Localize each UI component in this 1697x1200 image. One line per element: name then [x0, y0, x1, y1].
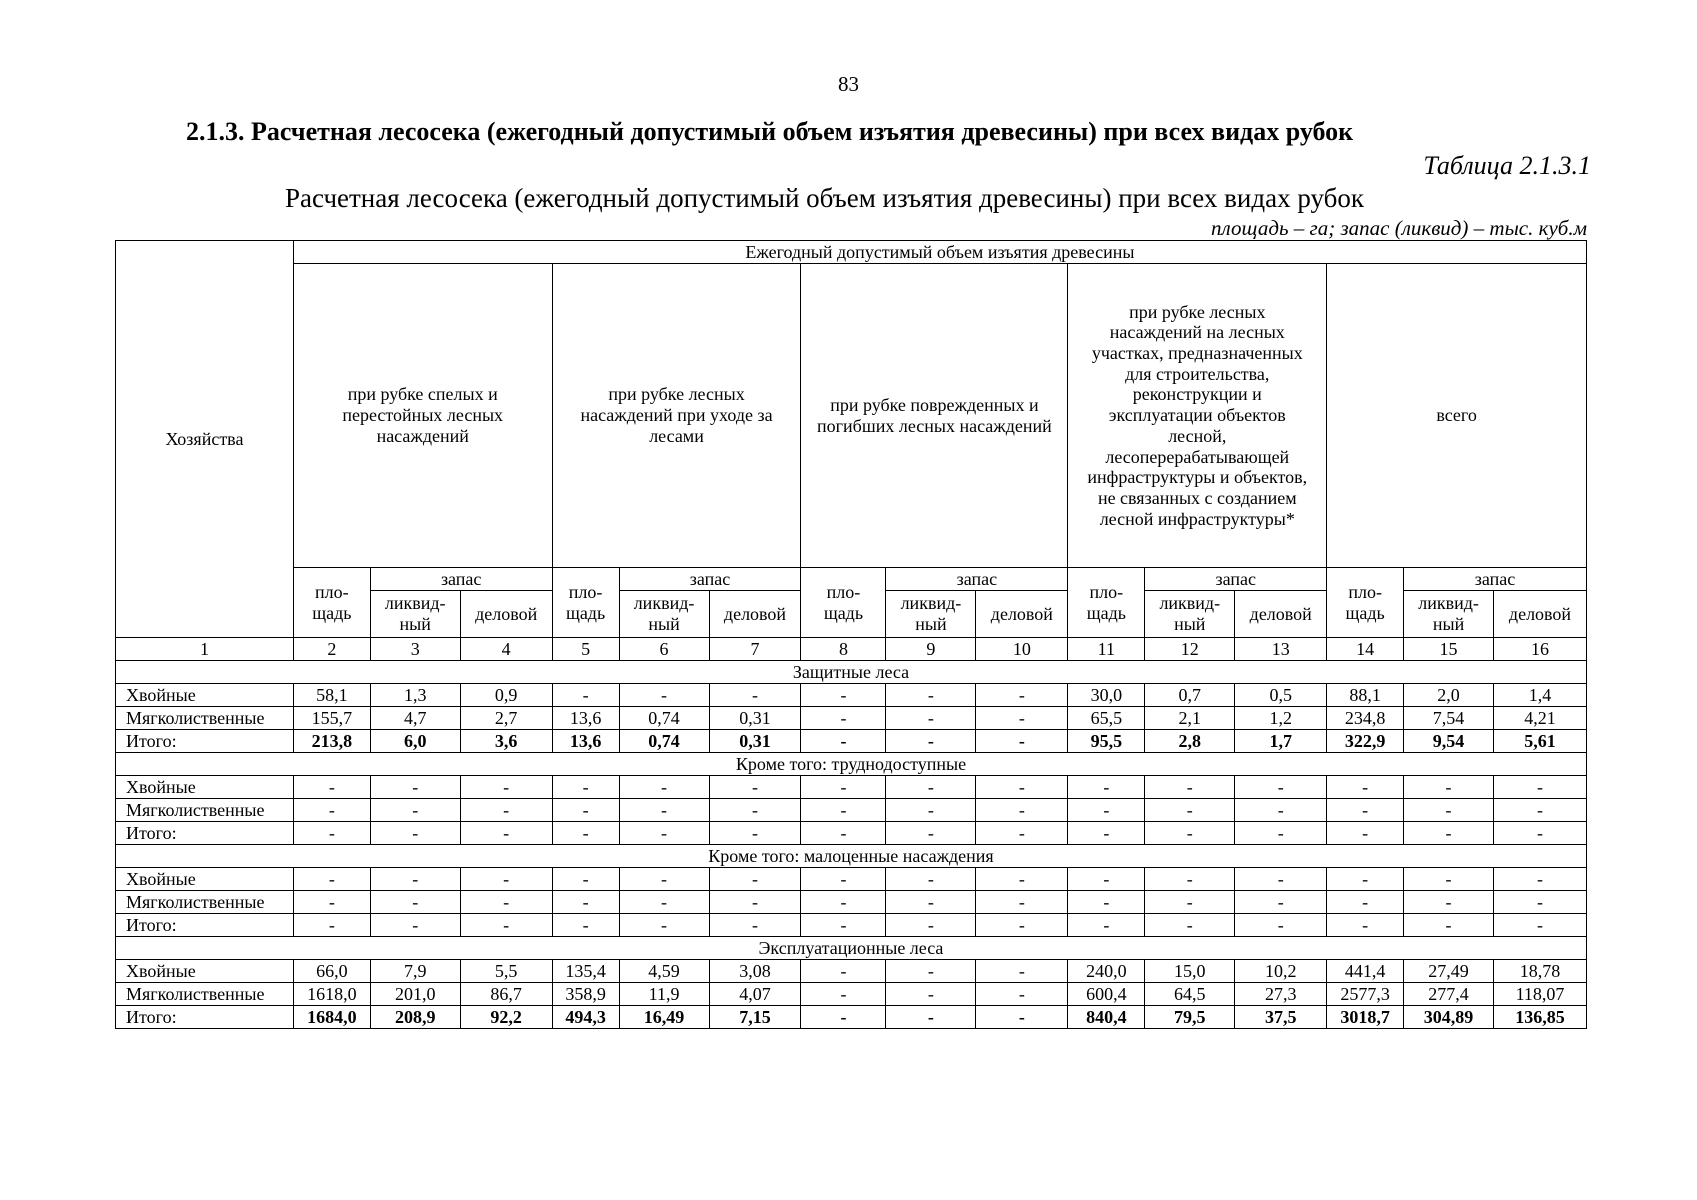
table-cell: - — [370, 868, 460, 891]
table-cell: 95,5 — [1068, 730, 1145, 753]
table-cell: - — [886, 707, 976, 730]
row-name: Мягколиственные — [116, 983, 294, 1006]
header-business: деловой — [709, 591, 801, 638]
table-cell: - — [1235, 914, 1327, 937]
table-cell: - — [293, 891, 370, 914]
table-cell: - — [1327, 799, 1404, 822]
table-cell: - — [460, 891, 552, 914]
table-cell: - — [709, 822, 801, 845]
section-title: Кроме того: труднодоступные — [116, 753, 1587, 776]
table-row — [116, 983, 1587, 1006]
table-units: площадь – га; запас (ликвид) – тыс. куб.м — [1211, 216, 1587, 240]
table-cell: 2,8 — [1145, 730, 1235, 753]
table-cell: 0,7 — [1145, 684, 1235, 707]
table-cell: 0,74 — [619, 730, 709, 753]
table-row — [116, 1006, 1587, 1029]
column-number: 2 — [293, 638, 370, 661]
table-cell: - — [1404, 799, 1494, 822]
section-row — [116, 845, 1587, 868]
table-cell: 27,3 — [1235, 983, 1327, 1006]
table-cell: - — [460, 776, 552, 799]
table-cell: - — [1145, 822, 1235, 845]
table-cell: - — [1404, 914, 1494, 937]
table-cell: 66,0 — [293, 960, 370, 983]
table-cell: - — [976, 684, 1068, 707]
header-area: пло-щадь — [552, 568, 619, 638]
table-cell: - — [1235, 822, 1327, 845]
table-cell: - — [370, 914, 460, 937]
table-cell: 3,6 — [460, 730, 552, 753]
table-cell: - — [709, 914, 801, 937]
header-business: деловой — [976, 591, 1068, 638]
header-stock: запас — [1145, 568, 1327, 591]
table-cell: 0,74 — [619, 707, 709, 730]
table-cell: - — [886, 960, 976, 983]
page-number: 83 — [838, 72, 859, 96]
table-cell: 3,08 — [709, 960, 801, 983]
header-area: пло-щадь — [1068, 568, 1145, 638]
column-number: 9 — [886, 638, 976, 661]
table-cell: 16,49 — [619, 1006, 709, 1029]
table-cell: - — [886, 799, 976, 822]
table-cell: 0,31 — [709, 707, 801, 730]
table-cell: - — [460, 799, 552, 822]
table-cell: 1618,0 — [293, 983, 370, 1006]
table-row — [116, 776, 1587, 799]
row-name: Мягколиственные — [116, 707, 294, 730]
table-cell: - — [1404, 868, 1494, 891]
table-cell: 118,07 — [1494, 983, 1587, 1006]
column-number: 5 — [552, 638, 619, 661]
table-cell: - — [1235, 891, 1327, 914]
table-cell: - — [293, 868, 370, 891]
table-cell: - — [1145, 891, 1235, 914]
table-cell: - — [619, 914, 709, 937]
header-liquid: ликвид-ный — [619, 591, 709, 638]
table-cell: - — [709, 868, 801, 891]
table-cell: - — [976, 799, 1068, 822]
table-cell: 64,5 — [1145, 983, 1235, 1006]
table-cell: - — [552, 868, 619, 891]
table-number: Таблица 2.1.3.1 — [1423, 151, 1591, 180]
table-cell: 240,0 — [1068, 960, 1145, 983]
table-cell: - — [801, 707, 886, 730]
table-cell: - — [709, 799, 801, 822]
column-number: 7 — [709, 638, 801, 661]
table-cell: - — [801, 730, 886, 753]
table-cell: 27,49 — [1404, 960, 1494, 983]
table-row — [116, 868, 1587, 891]
table-cell: - — [1235, 776, 1327, 799]
section-row — [116, 753, 1587, 776]
table-cell: - — [293, 776, 370, 799]
table-cell: - — [886, 684, 976, 707]
table-cell: 1,2 — [1235, 707, 1327, 730]
table-cell: - — [801, 868, 886, 891]
table-cell: - — [619, 891, 709, 914]
table-cell: - — [976, 730, 1068, 753]
table-cell: - — [886, 868, 976, 891]
felling-table — [115, 240, 1587, 1029]
row-name: Итого: — [116, 914, 294, 937]
table-cell: - — [976, 822, 1068, 845]
table-cell: 234,8 — [1327, 707, 1404, 730]
table-cell: 3018,7 — [1327, 1006, 1404, 1029]
table-cell: - — [293, 799, 370, 822]
table-cell: - — [552, 776, 619, 799]
header-area: пло-щадь — [293, 568, 370, 638]
table-cell: 201,0 — [370, 983, 460, 1006]
table-row — [116, 914, 1587, 937]
table-cell: - — [1145, 868, 1235, 891]
table-cell: 213,8 — [293, 730, 370, 753]
header-business: деловой — [1235, 591, 1327, 638]
table-cell: - — [552, 914, 619, 937]
table-cell: 358,9 — [552, 983, 619, 1006]
table-cell: - — [293, 822, 370, 845]
table-cell: 277,4 — [1404, 983, 1494, 1006]
header-stock: запас — [886, 568, 1068, 591]
table-cell: - — [370, 822, 460, 845]
table-cell: 79,5 — [1145, 1006, 1235, 1029]
table-cell: - — [370, 799, 460, 822]
table-cell: - — [1145, 776, 1235, 799]
table-cell: - — [1145, 914, 1235, 937]
table-cell: - — [976, 868, 1068, 891]
column-number: 13 — [1235, 638, 1327, 661]
section-title: Эксплуатационные леса — [116, 937, 1587, 960]
table-cell: 4,59 — [619, 960, 709, 983]
table-cell: 0,5 — [1235, 684, 1327, 707]
table-cell: - — [1494, 891, 1587, 914]
table-cell: - — [1068, 776, 1145, 799]
table-cell: 155,7 — [293, 707, 370, 730]
table-cell: - — [1235, 799, 1327, 822]
column-number: 10 — [976, 638, 1068, 661]
column-number: 8 — [801, 638, 886, 661]
table-cell: 58,1 — [293, 684, 370, 707]
table-row — [116, 707, 1587, 730]
table-cell: - — [886, 891, 976, 914]
header-group-construction: при рубке лесных насаждений на лесных участках, предназначенных для строительства, реконструкции и эксплуатации объектов лесной, лесоперерабатывающей инфраструктуры и объектов, не связанных с созданием лесной инфраструктуры* — [1068, 264, 1327, 568]
table-cell: 5,61 — [1494, 730, 1587, 753]
table-cell: 92,2 — [460, 1006, 552, 1029]
table-cell: 7,54 — [1404, 707, 1494, 730]
table-cell: 2,1 — [1145, 707, 1235, 730]
table-cell: 13,6 — [552, 730, 619, 753]
table-cell: - — [1068, 822, 1145, 845]
table-cell: - — [886, 822, 976, 845]
table-cell: - — [1068, 799, 1145, 822]
table-cell: - — [709, 776, 801, 799]
table-cell: - — [801, 983, 886, 1006]
header-liquid: ликвид-ный — [886, 591, 976, 638]
table-cell: - — [1068, 891, 1145, 914]
table-row — [116, 730, 1587, 753]
table-cell: - — [709, 891, 801, 914]
section-row — [116, 937, 1587, 960]
header-group-thinning: при рубке лесных насаждений при уходе за лесами — [552, 264, 801, 568]
table-cell: - — [976, 707, 1068, 730]
table-cell: 208,9 — [370, 1006, 460, 1029]
table-cell: 0,9 — [460, 684, 552, 707]
table-cell: - — [976, 891, 1068, 914]
table-cell: - — [1404, 822, 1494, 845]
table-cell: 4,7 — [370, 707, 460, 730]
table-cell: 15,0 — [1145, 960, 1235, 983]
table-cell: - — [552, 799, 619, 822]
header-group-mature: при рубке спелых и перестойных лесных насаждений — [293, 264, 552, 568]
table-row — [116, 891, 1587, 914]
table-cell: - — [801, 799, 886, 822]
header-top: Ежегодный допустимый объем изъятия древесины — [293, 241, 1586, 264]
table-cell: 30,0 — [1068, 684, 1145, 707]
column-numbers-row — [116, 638, 1587, 661]
row-name: Хвойные — [116, 960, 294, 983]
header-farms: Хозяйства — [116, 241, 294, 638]
table-cell: - — [619, 799, 709, 822]
table-row — [116, 684, 1587, 707]
section-row — [116, 661, 1587, 684]
table-cell: 494,3 — [552, 1006, 619, 1029]
table-cell: 7,9 — [370, 960, 460, 983]
table-cell: - — [1327, 914, 1404, 937]
column-number: 6 — [619, 638, 709, 661]
table-cell: 1684,0 — [293, 1006, 370, 1029]
table-cell: - — [886, 1006, 976, 1029]
table-cell: - — [370, 891, 460, 914]
table-cell: - — [460, 822, 552, 845]
column-number: 12 — [1145, 638, 1235, 661]
header-area: пло-щадь — [801, 568, 886, 638]
table-cell: - — [801, 776, 886, 799]
section-title: Кроме того: малоценные насаждения — [116, 845, 1587, 868]
table-cell: 600,4 — [1068, 983, 1145, 1006]
table-cell: - — [1404, 776, 1494, 799]
table-cell: 840,4 — [1068, 1006, 1145, 1029]
table-cell: 4,07 — [709, 983, 801, 1006]
header-liquid: ликвид-ный — [1145, 591, 1235, 638]
table-cell: 65,5 — [1068, 707, 1145, 730]
table-cell: - — [976, 1006, 1068, 1029]
row-name: Хвойные — [116, 868, 294, 891]
table-title: Расчетная лесосека (ежегодный допустимый объем изъятия древесины) при всех видах рубок — [285, 183, 1364, 213]
column-number: 11 — [1068, 638, 1145, 661]
table-cell: 322,9 — [1327, 730, 1404, 753]
table-cell: - — [1404, 891, 1494, 914]
table-cell: 11,9 — [619, 983, 709, 1006]
table-row — [116, 960, 1587, 983]
table-cell: - — [1145, 799, 1235, 822]
table-cell: 135,4 — [552, 960, 619, 983]
column-number: 4 — [460, 638, 552, 661]
table-cell: - — [1068, 868, 1145, 891]
table-cell: 9,54 — [1404, 730, 1494, 753]
section-title: Защитные леса — [116, 661, 1587, 684]
row-name: Итого: — [116, 1006, 294, 1029]
column-number: 15 — [1404, 638, 1494, 661]
table-cell: 88,1 — [1327, 684, 1404, 707]
table-cell: - — [801, 891, 886, 914]
row-name: Хвойные — [116, 776, 294, 799]
column-number: 1 — [116, 638, 294, 661]
column-number: 3 — [370, 638, 460, 661]
section-heading: 2.1.3. Расчетная лесосека (ежегодный допустимый объем изъятия древесины) при всех видах рубок — [186, 117, 1354, 146]
table-cell: 4,21 — [1494, 707, 1587, 730]
table-cell: - — [619, 868, 709, 891]
table-cell: 304,89 — [1404, 1006, 1494, 1029]
table-cell: 0,31 — [709, 730, 801, 753]
header-stock: запас — [619, 568, 801, 591]
table-cell: - — [619, 776, 709, 799]
table-row — [116, 799, 1587, 822]
row-name: Итого: — [116, 822, 294, 845]
table-cell: 2,7 — [460, 707, 552, 730]
table-cell: - — [552, 891, 619, 914]
table-cell: - — [1068, 914, 1145, 937]
table-cell: 441,4 — [1327, 960, 1404, 983]
table-cell: - — [460, 914, 552, 937]
row-name: Хвойные — [116, 684, 294, 707]
table-cell: - — [1494, 868, 1587, 891]
table-cell: - — [976, 914, 1068, 937]
header-stock: запас — [1404, 568, 1587, 591]
table-cell: 37,5 — [1235, 1006, 1327, 1029]
row-name: Мягколиственные — [116, 799, 294, 822]
table-cell: - — [886, 730, 976, 753]
table-cell: - — [709, 684, 801, 707]
table-cell: - — [1327, 868, 1404, 891]
table-cell: 10,2 — [1235, 960, 1327, 983]
row-name: Мягколиственные — [116, 891, 294, 914]
column-number: 16 — [1494, 638, 1587, 661]
table-cell: - — [552, 822, 619, 845]
table-cell: 1,4 — [1494, 684, 1587, 707]
table-cell: 18,78 — [1494, 960, 1587, 983]
header-group-damaged: при рубке поврежденных и погибших лесных насаждений — [801, 264, 1068, 568]
table-cell: - — [976, 983, 1068, 1006]
table-cell: - — [886, 776, 976, 799]
table-cell: - — [886, 983, 976, 1006]
table-cell: - — [370, 776, 460, 799]
table-cell: - — [801, 822, 886, 845]
table-cell: 5,5 — [460, 960, 552, 983]
table-cell: - — [1494, 914, 1587, 937]
header-group-total: всего — [1327, 264, 1587, 568]
table-cell: 1,3 — [370, 684, 460, 707]
table-row — [116, 822, 1587, 845]
table-cell: - — [293, 914, 370, 937]
table-cell: - — [1494, 776, 1587, 799]
table-cell: 136,85 — [1494, 1006, 1587, 1029]
table-cell: - — [1494, 822, 1587, 845]
header-liquid: ликвид-ный — [370, 591, 460, 638]
header-area: пло-щадь — [1327, 568, 1404, 638]
table-cell: - — [801, 960, 886, 983]
header-stock: запас — [370, 568, 552, 591]
column-number: 14 — [1327, 638, 1404, 661]
table-cell: - — [460, 868, 552, 891]
table-cell: 1,7 — [1235, 730, 1327, 753]
table-cell: 2,0 — [1404, 684, 1494, 707]
header-business: деловой — [460, 591, 552, 638]
table-cell: - — [619, 822, 709, 845]
table-cell: - — [1235, 868, 1327, 891]
table-cell: - — [1327, 891, 1404, 914]
table-cell: 6,0 — [370, 730, 460, 753]
row-name: Итого: — [116, 730, 294, 753]
header-business: деловой — [1494, 591, 1587, 638]
table-cell: 86,7 — [460, 983, 552, 1006]
table-cell: - — [1494, 799, 1587, 822]
table-cell: - — [801, 684, 886, 707]
table-cell: - — [552, 684, 619, 707]
table-cell: - — [619, 684, 709, 707]
table-cell: - — [976, 776, 1068, 799]
table-cell: - — [801, 1006, 886, 1029]
table-cell: - — [976, 960, 1068, 983]
header-liquid: ликвид-ный — [1404, 591, 1494, 638]
table-cell: - — [801, 914, 886, 937]
table-cell: 13,6 — [552, 707, 619, 730]
table-cell: - — [886, 914, 976, 937]
table-cell: - — [1327, 776, 1404, 799]
table-cell: 7,15 — [709, 1006, 801, 1029]
table-cell: - — [1327, 822, 1404, 845]
table-cell: 2577,3 — [1327, 983, 1404, 1006]
